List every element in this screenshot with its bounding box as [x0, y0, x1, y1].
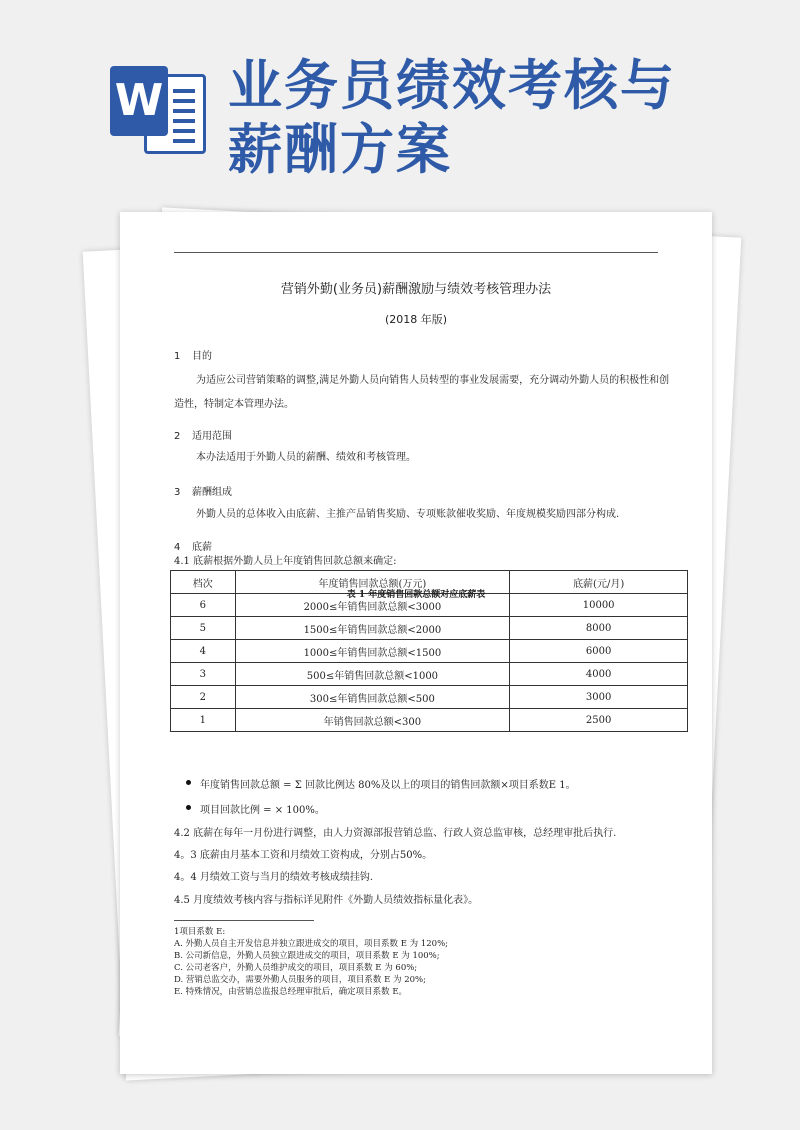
table-cell: 2000≤年销售回款总额<3000 — [235, 594, 510, 617]
section-text: 外勤人员的总体收入由底薪、主推产品销售奖励、专项账款催收奖励、年度规模奖励四部分构成. — [196, 509, 620, 520]
clause-4-1: 4.1 底薪根据外勤人员上年度销售回款总额来确定: — [174, 556, 397, 567]
table-cell: 500≤年销售回款总额<1000 — [235, 663, 510, 686]
document-year: (2018 年版) — [384, 313, 448, 326]
table-cell: 8000 — [510, 617, 688, 640]
word-document-icon — [110, 66, 210, 158]
bullet-item: 年度销售回款总额 = Σ 回款比例达 80%及以上的项目的销售回款额×项目系数E 1。 — [200, 776, 576, 791]
table-cell: 10000 — [510, 594, 688, 617]
table-row — [171, 686, 688, 709]
section-text: 本办法适用于外勤人员的薪酬、绩效和考核管理。 — [196, 452, 416, 463]
table-cell: 6 — [171, 594, 236, 617]
bullet-dot — [186, 780, 191, 785]
document-page — [120, 212, 712, 1074]
footnote-line: 1项目系数 E: — [174, 927, 226, 937]
footnote-line: D. 营销总监交办，需要外勤人员服务的项目，项目系数 E 为 20%; — [174, 975, 426, 985]
table-cell: 4000 — [510, 663, 688, 686]
bullet-item: 项目回款比例 = × 100%。 — [200, 801, 325, 816]
table-row — [171, 617, 688, 640]
section-heading: 4 底薪 — [174, 542, 212, 553]
table-row — [171, 663, 688, 686]
footnote-line: E. 特殊情况，由营销总监报总经理审批后，确定项目系数 E。 — [174, 987, 408, 997]
section-heading: 3 薪酬组成 — [174, 487, 232, 498]
table-row — [171, 640, 688, 663]
word-letter-badge: W — [110, 66, 168, 136]
banner-title-line1: 业务员绩效考核与 — [228, 54, 676, 117]
table-cell: 年销售回款总额<300 — [235, 709, 510, 732]
banner-title-line2: 薪酬方案 — [228, 118, 452, 181]
footnote-line: A. 外勤人员自主开发信息并独立跟进成交的项目，项目系数 E 为 120%; — [174, 939, 449, 949]
clause: 4。3 底薪由月基本工资和月绩效工资构成，分别占50%。 — [174, 850, 433, 861]
banner-title — [228, 54, 748, 182]
table-cell: 2500 — [510, 709, 688, 732]
table-row — [171, 709, 688, 732]
table-cell: 1 — [171, 709, 236, 732]
table-cell: 1000≤年销售回款总额<1500 — [235, 640, 510, 663]
clause: 4。4 月绩效工资与当月的绩效考核成绩挂钩. — [174, 872, 374, 883]
clause: 4.5 月度绩效考核内容与指标详见附件《外勤人员绩效指标量化表》。 — [174, 895, 479, 906]
document-title: 营销外勤(业务员)薪酬激励与绩效考核管理办法 — [280, 282, 552, 297]
bullet-dot — [186, 805, 191, 810]
footnote-rule — [174, 920, 314, 921]
header-rule — [174, 252, 658, 253]
table-cell: 6000 — [510, 640, 688, 663]
clause: 4.2 底薪在每年一月份进行调整，由人力资源部报营销总监、行政人资总监审核，总经理审批后执行. — [174, 828, 617, 839]
table-cell: 2 — [171, 686, 236, 709]
table-cell: 1500≤年销售回款总额<2000 — [235, 617, 510, 640]
table-header-cell: 年度销售回款总额(万元) — [235, 571, 510, 594]
section-text: 为适应公司营销策略的调整,满足外勤人员向销售人员转型的事业发展需要，充分调动外勤人员的积极性和创造性，特制定本管理办法。 — [174, 375, 670, 410]
table-cell: 3 — [171, 663, 236, 686]
section-heading: 1 目的 — [174, 351, 212, 362]
table-cell: 5 — [171, 617, 236, 640]
section-heading: 2 适用范围 — [174, 431, 232, 442]
table-cell: 4 — [171, 640, 236, 663]
table-header-cell: 底薪(元/月) — [510, 571, 688, 594]
table-cell: 3000 — [510, 686, 688, 709]
footnote-line: B. 公司新信息，外勤人员独立跟进成交的项目，项目系数 E 为 100%; — [174, 951, 440, 961]
table-header-cell: 档次 — [171, 571, 236, 594]
footnote-line: C. 公司老客户，外勤人员维护成交的项目，项目系数 E 为 60%; — [174, 963, 418, 973]
table-caption: 表 1 年度销售回款总额对应底薪表 — [346, 590, 486, 600]
table-cell: 300≤年销售回款总额<500 — [235, 686, 510, 709]
